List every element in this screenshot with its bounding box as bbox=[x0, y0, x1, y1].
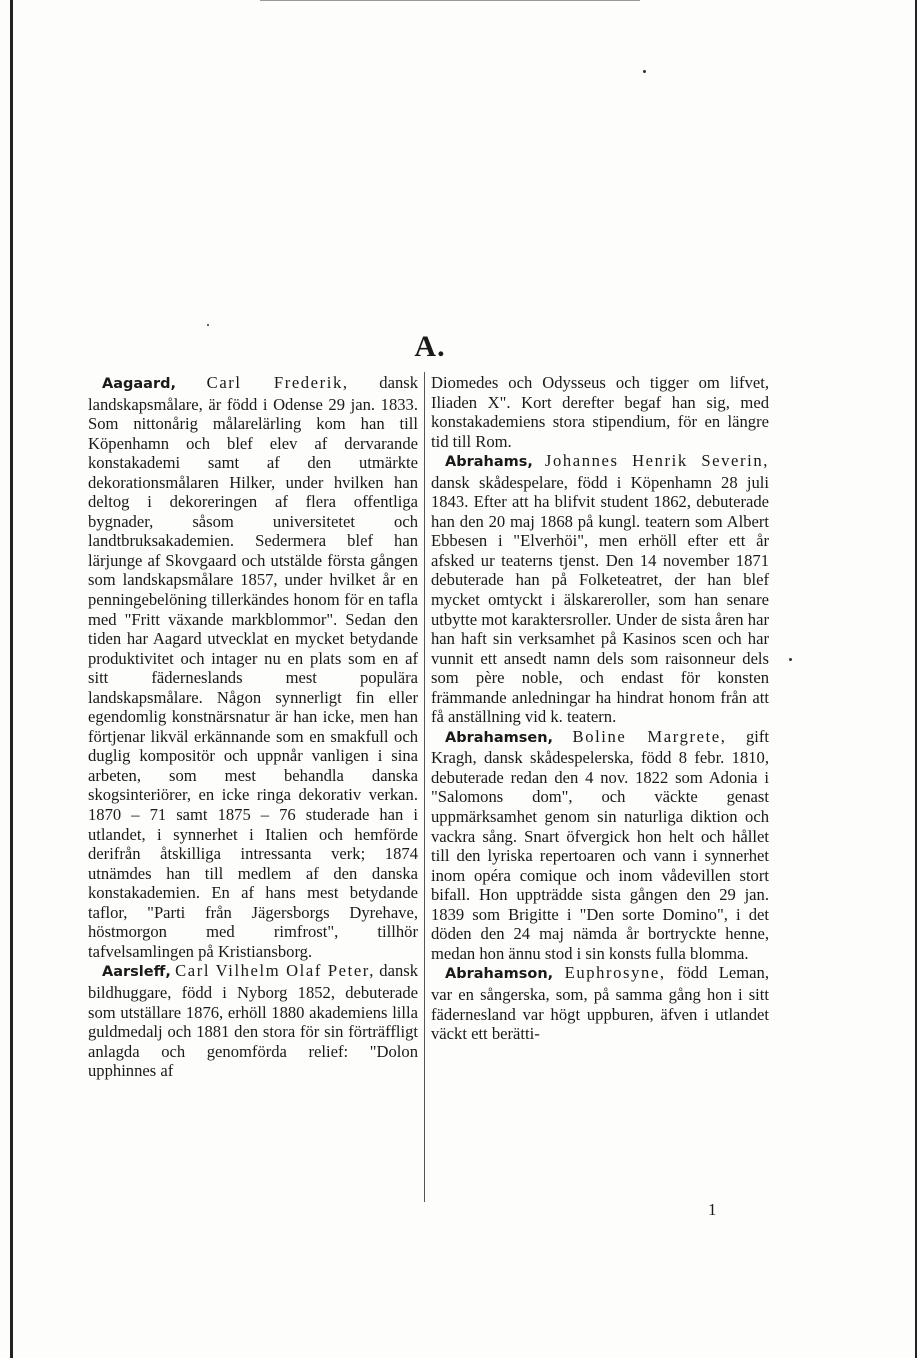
page-edge-left bbox=[10, 0, 13, 1358]
column-divider bbox=[424, 372, 425, 1202]
entry-name: Euphrosyne, bbox=[564, 963, 666, 983]
entry-text: dansk landskapsmålare, är född i Odense 29 jan. 1833. Som nittonårig målarelärling kom han till Köpenhamn och blef elev af dervarande konstakademi samt af den utmärkte dekorationsmålaren Hilker, under hvilken han deltog i dekoreringen af flera offentliga bygnader, såsom universitetet och landtbruksakademien. Sedermera blef han lärjunge af Skovgaard och utstälde första gången som landskapsmålare 1857, under hvilket år en penningebelöning tillerkändes honom för en tafla med "Fritt växande markblommor". Sedan den tiden har Aagard utvecklat en mycket betydande produktivitet och intager nu en plats som en af sitt fäderneslands mest populära landskapsmålare. Någon synnerligt fin eller egendomlig konstnärsnatur är han icke, men han förtjenar likväl erkännande som en smakfull och duglig kompositör och uppnår vanligen i sina arbeten, som mest behandla danska skogsinteriörer, en icke ringa dekorativ verkan. 1870 – 71 samt 1875 – 76 studerade han i utlandet, i synnerhet i Italien och hemförde derifrån åtskilliga intressanta verk; 1874 utnämdes han till medlem af den danska konstakademien. En af hans mest betydande taflor, "Parti från Jägersborgs Dyrehave, höstmorgon med rimfrost", tillhör tafvelsamlingen på Kristiansborg. bbox=[88, 373, 419, 961]
section-letter-heading: A. bbox=[414, 330, 446, 363]
entry-text: dansk bildhuggare, född i Nyborg 1852, debuterade som utställare 1876, erhöll 1880 akademiens lilla guldmedalj och 1881 den stora för sin förträffligt anlagda och genomförda relief: "Dolon upphinnes af bbox=[88, 961, 418, 1081]
entry-abrahams bbox=[431, 451, 769, 727]
entry-abrahamson bbox=[431, 963, 769, 1043]
entry-aagaard bbox=[88, 373, 418, 961]
entry-text: dansk skådespelare, född i Köpenhamn 28 juli 1843. Efter att ha blifvit student 1862, debuterade han den 20 maj 1868 på kungl. teatern som Albert Ebbesen i "Elverhöi", men erhöll efter ett år afsked ur teaterns tjenst. Den 14 november 1871 debuterade han på Folketeatret, der han blef mycket omtyckt i älskareroller, som han senare utbytte mot karaktersroller. Under de sista åren har han haft sin verksamhet på Kasinos scen och har vunnit ett ansedt namn dels som raisonneur dels som père noble, och endast för konsten främmande anledningar ha hindrat honom från att få anställning vid k. teatern. bbox=[431, 472, 769, 727]
entry-text: född Leman, var en sångerska, som, på samma gång hon i sitt fädernesland var högt uppburen, äfven i utlandet väckt ett berätti- bbox=[431, 963, 769, 1044]
entry-name: Johannes Henrik Severin, bbox=[544, 451, 769, 471]
entry-name: Carl Vilhelm Olaf Peter, bbox=[175, 961, 376, 981]
entry-name: Carl Frederik, bbox=[206, 373, 349, 392]
entry-text: Diomedes och Odysseus och tigger om lifvet, Iliaden X". Kort derefter begaf han sig, med konstakademiens stora stipendium, för en längre tid till Rom. bbox=[431, 373, 769, 451]
entry-headword: Abrahamson, bbox=[445, 966, 554, 983]
entry-headword: Aarsleff, bbox=[102, 964, 171, 981]
entry-abrahamsen bbox=[431, 727, 769, 964]
entry-headword: Abrahams, bbox=[445, 454, 533, 471]
left-column bbox=[88, 373, 418, 1081]
right-column bbox=[431, 373, 769, 1044]
entry-headword: Aagaard, bbox=[102, 376, 176, 392]
print-speck bbox=[643, 70, 646, 73]
entry-headword: Abrahamsen, bbox=[445, 729, 554, 746]
entry-aarsleff-continued bbox=[431, 373, 769, 451]
page-edge-top bbox=[260, 0, 640, 1]
page-edge-right bbox=[915, 0, 917, 1358]
entry-name: Boline Margrete, bbox=[572, 726, 727, 746]
print-speck bbox=[789, 658, 792, 661]
entry-aarsleff bbox=[88, 961, 418, 1080]
print-speck bbox=[207, 324, 209, 326]
page-number: 1 bbox=[708, 1200, 717, 1219]
entry-text: gift Kragh, dansk skådespelerska, född 8 febr. 1810, debuterade redan den 4 nov. 1822 som Adonia i "Salomons dom", och väckte genast uppmärksamhet genom sin naturliga diktion och vackra sång. Snart öfvergick hon helt och hållet till den lyriska repertoaren och vann i synnerhet inom opéra comique och inom vådevillen stort bifall. Hon uppträdde sista gången den 29 jan. 1839 som Brigitte i "Den sorte Domino", i det döden den 24 maj nämda år bortryckte henne, medan hon ännu stod i sin konsts fulla blomma. bbox=[431, 726, 770, 963]
